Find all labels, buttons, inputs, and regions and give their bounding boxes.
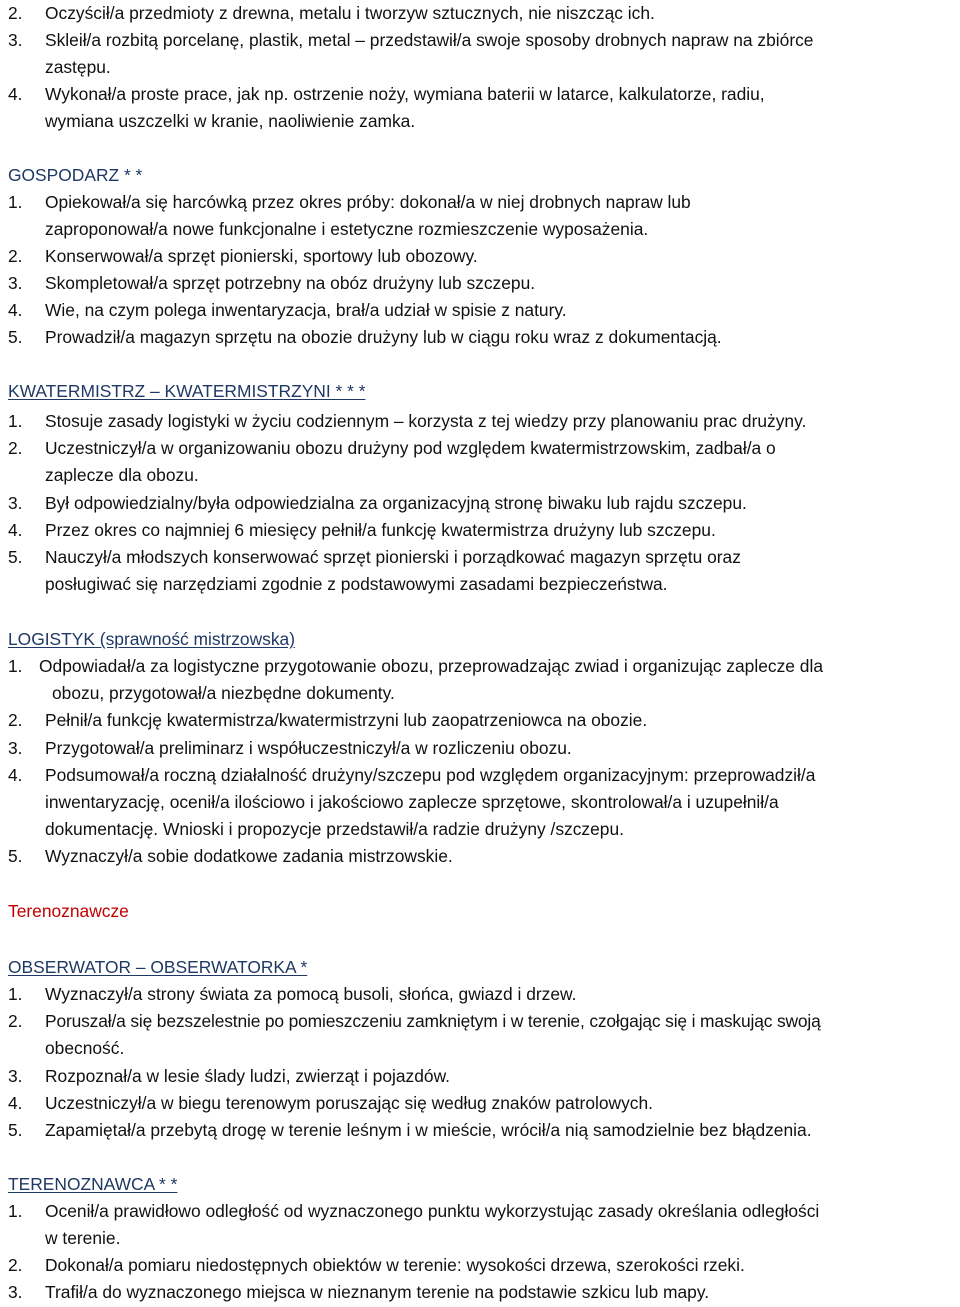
item-text: Oczyścił/a przedmioty z drewna, metalu i tworzyw sztucznych, nie niszcząc ich. xyxy=(45,3,655,23)
list-item xyxy=(8,544,958,598)
item-number: 3. xyxy=(8,1066,23,1086)
list-item xyxy=(8,27,958,81)
item-text-continued: w terenie. xyxy=(45,1228,121,1248)
item-number: 4. xyxy=(8,765,23,785)
item-text: Przez okres co najmniej 6 miesięcy pełnił/a funkcję kwatermistrza drużyny lub szczepu. xyxy=(45,520,716,540)
item-number: 2. xyxy=(8,1011,23,1031)
list-item xyxy=(8,435,958,489)
item-number: 1. xyxy=(8,192,23,212)
item-number: 4. xyxy=(8,84,23,104)
item-text: Nauczył/a młodszych konserwować sprzęt pionierski i porządkować magazyn sprzętu oraz xyxy=(45,547,741,567)
item-text-continued: inwentaryzację, ocenił/a ilościowo i jakościowo zaplecze sprzętowe, skontrolował/a i uzupełnił/a xyxy=(45,792,779,812)
item-text-continued: wymiana uszczelki w kranie, naoliwienie zamka. xyxy=(45,111,416,131)
section-heading-obserwator: OBSERWATOR – OBSERWATORKA * xyxy=(8,957,308,977)
item-number: 4. xyxy=(8,520,23,540)
item-text: Wie, na czym polega inwentaryzacja, brał/a udział w spisie z natury. xyxy=(45,300,567,320)
item-number: 3. xyxy=(8,273,23,293)
item-text: Skleił/a rozbitą porcelanę, plastik, metal – przedstawił/a swoje sposoby drobnych napraw na zbiórce xyxy=(45,30,814,50)
item-text: Wyznaczył/a strony świata za pomocą busoli, słońca, gwiazd i drzew. xyxy=(45,984,577,1004)
item-number: 1. xyxy=(8,984,23,1004)
item-number: 3. xyxy=(8,493,23,513)
item-number: 2. xyxy=(8,710,23,730)
item-text-continued: posługiwać się narzędziami zgodnie z podstawowymi zasadami bezpieczeństwa. xyxy=(45,574,668,594)
item-number: 1. xyxy=(8,656,23,676)
item-text-continued: dokumentację. Wnioski i propozycje przedstawił/a radzie drużyny /szczepu. xyxy=(45,819,624,839)
item-text: Pełnił/a funkcję kwatermistrza/kwatermistrzyni lub zaopatrzeniowca na obozie. xyxy=(45,710,648,730)
item-text: Opiekował/a się harcówką przez okres próby: dokonał/a w niej drobnych napraw lub xyxy=(45,192,691,212)
item-text: Skompletował/a sprzęt potrzebny na obóz drużyny lub szczepu. xyxy=(45,273,536,293)
item-text: Był odpowiedzialny/była odpowiedzialna za organizacyjną stronę biwaku lub rajdu szczepu. xyxy=(45,493,747,513)
item-text: Uczestniczył/a w biegu terenowym poruszając się według znaków patrolowych. xyxy=(45,1093,653,1113)
item-text-continued: zaplecze dla obozu. xyxy=(45,465,199,485)
item-number: 5. xyxy=(8,327,23,347)
item-text-continued: zastępu. xyxy=(45,57,111,77)
item-text: Dokonał/a pomiaru niedostępnych obiektów w terenie: wysokości drzewa, szerokości rzeki. xyxy=(45,1255,745,1275)
item-text: Odpowiadał/a za logistyczne przygotowanie obozu, przeprowadzając zwiad i organizując zaplecze dla xyxy=(39,656,823,676)
item-number: 1. xyxy=(8,1201,23,1221)
item-number: 5. xyxy=(8,846,23,866)
item-text-continued: obecność. xyxy=(45,1038,125,1058)
item-number: 2. xyxy=(8,3,23,23)
item-text-continued: zaproponował/a nowe funkcjonalne i estetyczne rozmieszczenie wyposażenia. xyxy=(45,219,649,239)
item-text: Wykonał/a proste prace, jak np. ostrzenie noży, wymiana baterii w latarce, kalkulatorze, radiu, xyxy=(45,84,765,104)
section-heading-gospodarz: GOSPODARZ * * xyxy=(8,165,143,185)
item-text: Uczestniczył/a w organizowaniu obozu drużyny pod względem kwatermistrzowskim, zadbał/a o xyxy=(45,438,776,458)
list-item xyxy=(8,1008,958,1062)
item-text: Wyznaczył/a sobie dodatkowe zadania mistrzowskie. xyxy=(45,846,453,866)
item-number: 4. xyxy=(8,300,23,320)
item-text-continued: obozu, przygotował/a niezbędne dokumenty. xyxy=(52,683,395,703)
item-text: Rozpoznał/a w lesie ślady ludzi, zwierząt i pojazdów. xyxy=(45,1066,451,1086)
item-text: Poruszał/a się bezszelestnie po pomieszczeniu zamkniętym i w terenie, czołgając się i maskując swoją xyxy=(45,1011,821,1031)
item-number: 5. xyxy=(8,1120,23,1140)
item-number: 4. xyxy=(8,1093,23,1113)
category-heading: Terenoznawcze xyxy=(8,901,129,921)
item-number: 1. xyxy=(8,411,23,431)
item-number: 3. xyxy=(8,30,23,50)
section-heading-terenoznawca: TERENOZNAWCA * * xyxy=(8,1174,178,1194)
item-text: Konserwował/a sprzęt pionierski, sportowy lub obozowy. xyxy=(45,246,478,266)
item-text: Trafił/a do wyznaczonego miejsca w nieznanym terenie na podstawie szkicu lub mapy. xyxy=(45,1282,710,1302)
section-heading-kwatermistrz: KWATERMISTRZ – KWATERMISTRZYNI * * * xyxy=(8,381,366,401)
list-item xyxy=(8,189,958,243)
item-number: 2. xyxy=(8,438,23,458)
item-text: Prowadził/a magazyn sprzętu na obozie drużyny lub w ciągu roku wraz z dokumentacją. xyxy=(45,327,722,347)
item-text: Podsumował/a roczną działalność drużyny/szczepu pod względem organizacyjnym: przeprowadził/a xyxy=(45,765,816,785)
list-item xyxy=(8,762,958,843)
section-heading-logistyk: LOGISTYK (sprawność mistrzowska) xyxy=(8,629,296,649)
list-item xyxy=(8,81,958,135)
item-number: 5. xyxy=(8,547,23,567)
item-text: Zapamiętał/a przebytą drogę w terenie leśnym i w mieście, wrócił/a nią samodzielnie bez błądzenia. xyxy=(45,1120,812,1140)
item-number: 2. xyxy=(8,246,23,266)
item-number: 3. xyxy=(8,1282,23,1302)
item-text: Przygotował/a preliminarz i współuczestniczył/a w rozliczeniu obozu. xyxy=(45,738,572,758)
item-text: Ocenił/a prawidłowo odległość od wyznaczonego punktu wykorzystując zasady określania odległości xyxy=(45,1201,820,1221)
item-text: Stosuje zasady logistyki w życiu codziennym – korzysta z tej wiedzy przy planowaniu prac drużyny. xyxy=(45,411,807,431)
list-item xyxy=(8,1198,958,1252)
item-number: 3. xyxy=(8,738,23,758)
item-number: 2. xyxy=(8,1255,23,1275)
list-item xyxy=(8,653,958,707)
